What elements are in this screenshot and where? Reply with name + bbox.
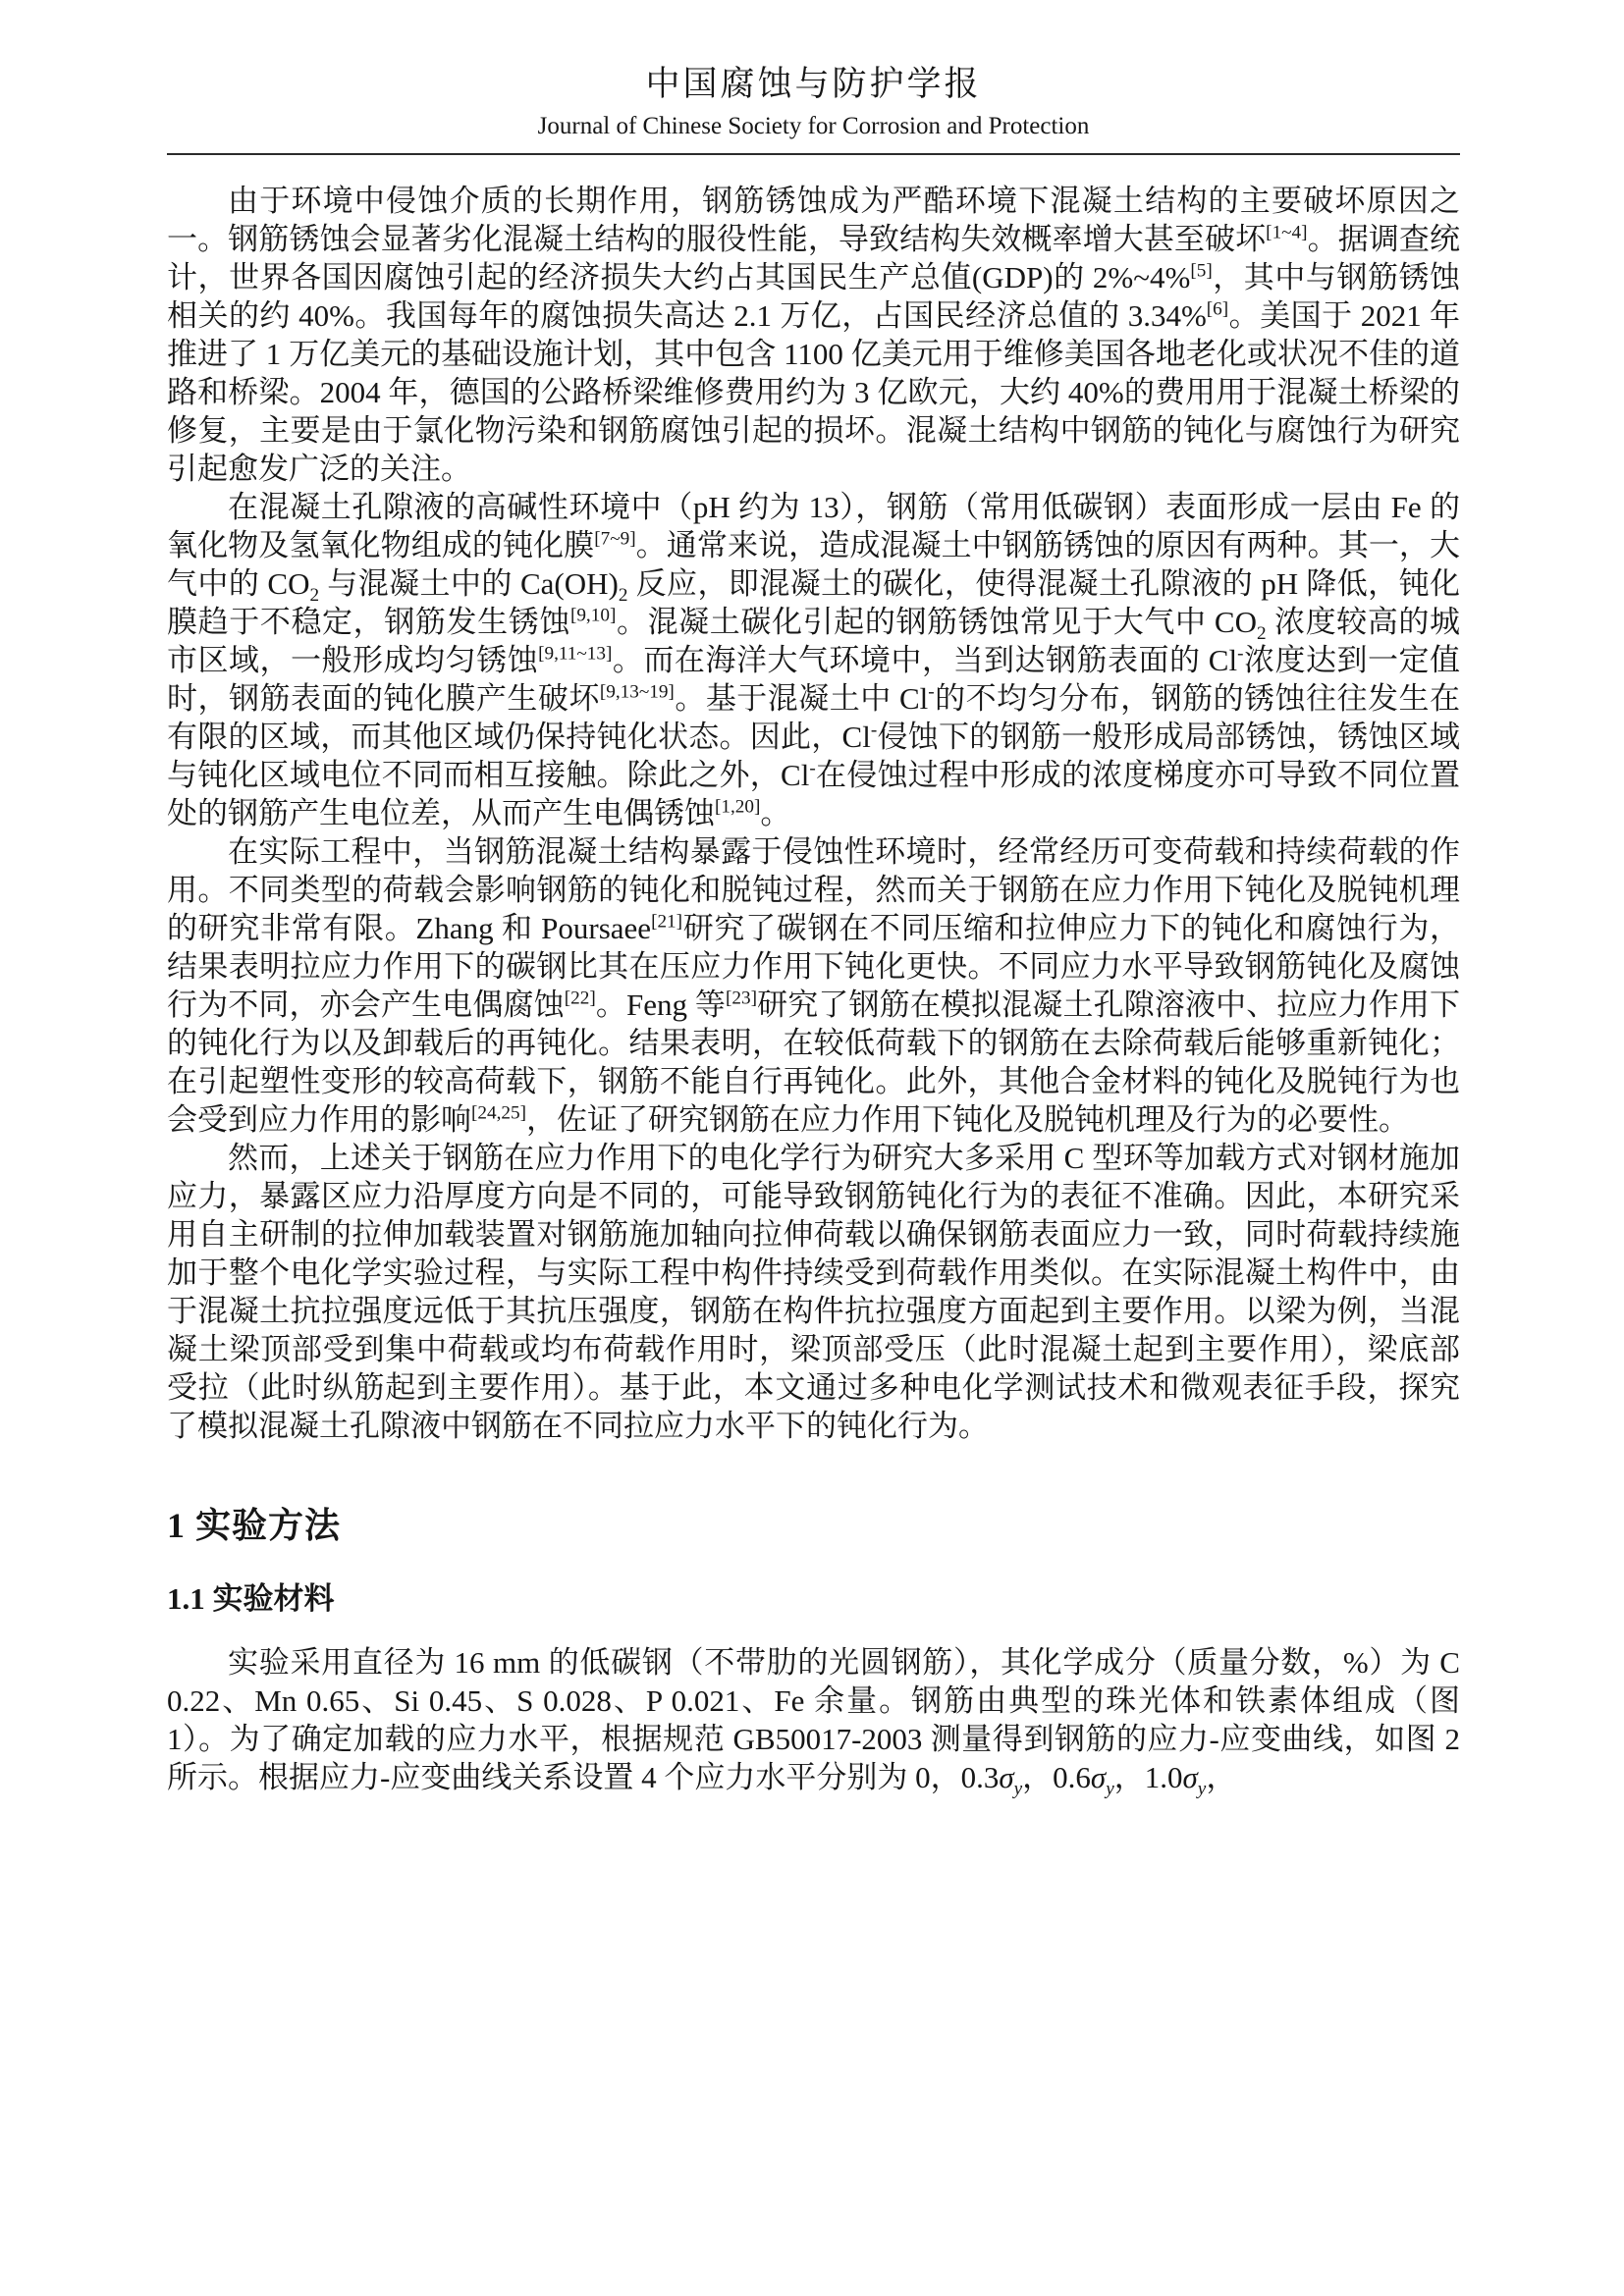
- intro-paragraph-1: 由于环境中侵蚀介质的长期作用，钢筋锈蚀成为严酷环境下混凝土结构的主要破坏原因之一。钢筋锈蚀会显著劣化混凝土结构的服役性能，导致结构失效概率增大甚至破坏[1~4]。据调查统计，世界各国因腐蚀引起的经济损失大约占其国民生产总值(GDP)的 2%~4%[5]，其中与钢筋锈蚀相关的约 40%。我国每年的腐蚀损失高达 2.1 万亿，占国民经济总值的 3.34%[6]。美国于 2021 年推进了 1 万亿美元的基础设施计划，其中包含 1100 亿美元用于维修美国各地老化或状况不佳的道路和桥梁。2004 年，德国的公路桥梁维修费用约为 3 亿欧元，大约 40%的费用用于混凝土桥梁的修复，主要是由于氯化物污染和钢筋腐蚀引起的损坏。混凝土结构中钢筋的钝化与腐蚀行为研究引起愈发广泛的关注。: [167, 184, 1461, 486]
- journal-title-chinese: 中国腐蚀与防护学报: [645, 65, 982, 103]
- methods-paragraph-1: 实验采用直径为 16 mm 的低碳钢（不带肋的光圆钢筋），其化学成分（质量分数，%）为 C 0.22、Mn 0.65、Si 0.45、S 0.028、P 0.021、Fe 余量。钢筋由典型的珠光体和铁素体组成（图 1）。为了确定加载的应力水平，根据规范 GB50017-2003 测量得到钢筋的应力-应变曲线，如图 2 所示。根据应力-应变曲线关系设置 4 个应力水平分别为 0，$0.3\sigma_y$，$0.6\sigma_y$，$1.0\sigma_y$，: [167, 1645, 1460, 1800]
- header-divider: [167, 153, 1460, 155]
- section-heading-methods: 1 实验方法: [167, 1506, 342, 1545]
- introduction-text: [167, 182, 1460, 1445]
- journal-header: [167, 57, 1460, 155]
- methods-text: [167, 1643, 1460, 1800]
- intro-paragraph-3: 在实际工程中，当钢筋混凝土结构暴露于侵蚀性环境时，经常经历可变荷载和持续荷载的作用。不同类型的荷载会影响钢筋的钝化和脱钝过程，然而关于钢筋在应力作用下钝化及脱钝机理的研究非常有限。Zhang 和 Poursaee[21]研究了碳钢在不同压缩和拉伸应力下的钝化和腐蚀行为，结果表明拉应力作用下的碳钢比其在压应力作用下钝化更快。不同应力水平导致钢筋钝化及腐蚀行为不同，亦会产生电偶腐蚀[22]。Feng 等[23]研究了钢筋在模拟混凝土孔隙溶液中、拉应力作用下的钝化行为以及卸载后的再钝化。结果表明，在较低荷载下的钢筋在去除荷载后能够重新钝化；在引起塑性变形的较高荷载下，钢筋不能自行再钝化。此外，其他合金材料的钝化及脱钝行为也会受到应力作用的影响[24,25]，佐证了研究钢筋在应力作用下钝化及脱钝机理及行为的必要性。: [167, 834, 1461, 1137]
- subsection-heading-materials: 1.1 实验材料: [167, 1581, 335, 1616]
- journal-title-english: Journal of Chinese Society for Corrosion and Protection: [537, 113, 1090, 139]
- paper-body: [167, 182, 1461, 1800]
- intro-paragraph-2: 在混凝土孔隙液的高碱性环境中（pH 约为 13），钢筋（常用低碳钢）表面形成一层由 Fe 的氧化物及氢氧化物组成的钝化膜[7~9]。通常来说，造成混凝土中钢筋锈蚀的原因有两种。其一，大气中的 $CO_2$ 与混凝土中的 $Ca(OH)_2$ 反应，即混凝土的碳化，使得混凝土孔隙液的 pH 降低，钝化膜趋于不稳定，钢筋发生锈蚀[9,10]。混凝土碳化引起的钢筋锈蚀常见于大气中 $CO_2$ 浓度较高的城市区域，一般形成均匀锈蚀[9,11~13]。而在海洋大气环境中，当到达钢筋表面的 Cl-浓度达到一定值时，钢筋表面的钝化膜产生破坏[9,13~19]。基于混凝土中 Cl-的不均匀分布，钢筋的锈蚀往往发生在有限的区域，而其他区域仍保持钝化状态。因此，Cl-侵蚀下的钢筋一般形成局部锈蚀，锈蚀区域与钝化区域电位不同而相互接触。除此之外，Cl-在侵蚀过程中形成的浓度梯度亦可导致不同位置处的钢筋产生电位差，从而产生电偶锈蚀[1,20]。: [167, 490, 1461, 830]
- intro-paragraph-4: 然而，上述关于钢筋在应力作用下的电化学行为研究大多采用 C 型环等加载方式对钢材施加应力，暴露区应力沿厚度方向是不同的，可能导致钢筋钝化行为的表征不准确。因此，本研究采用自主研制的拉伸加载装置对钢筋施加轴向拉伸荷载以确保钢筋表面应力一致，同时荷载持续施加于整个电化学实验过程，与实际工程中构件持续受到荷载作用类似。在实际混凝土构件中，由于混凝土抗拉强度远低于其抗压强度，钢筋在构件抗拉强度方面起到主要作用。以梁为例，当混凝土梁顶部受到集中荷载或均布荷载作用时，梁顶部受压（此时混凝土起到主要作用），梁底部受拉（此时纵筋起到主要作用）。基于此，本文通过多种电化学测试技术和微观表征手段，探究了模拟混凝土孔隙液中钢筋在不同拉应力水平下的钝化行为。: [167, 1141, 1460, 1443]
